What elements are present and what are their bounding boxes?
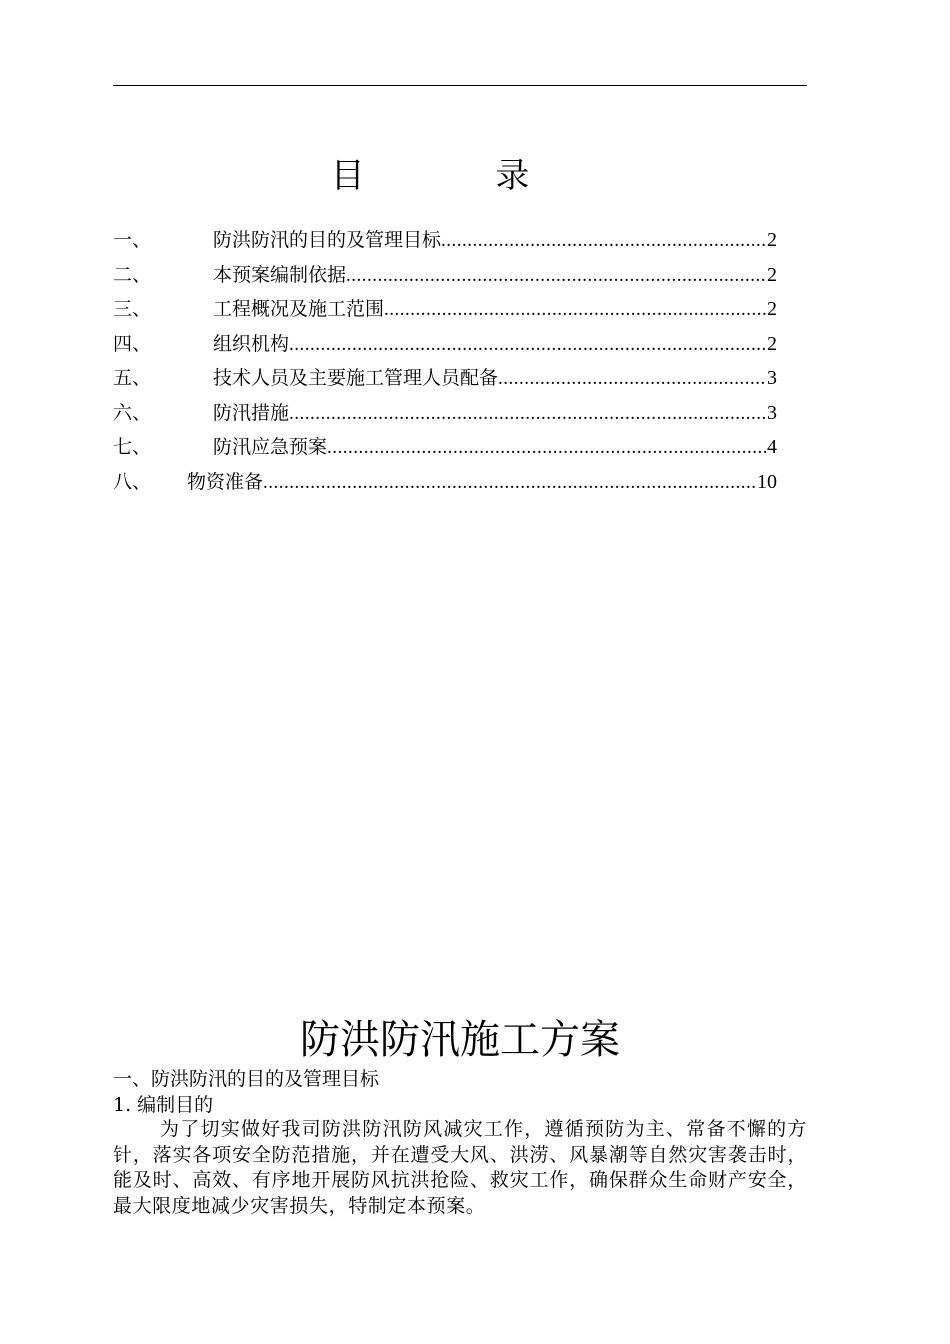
toc-entry-page: 2 <box>767 263 777 286</box>
toc-entry-number: 一、 <box>113 229 152 251</box>
toc-entry-title: 物资准备 <box>187 470 264 493</box>
toc-leader-dots <box>498 364 767 394</box>
toc-entry[interactable] <box>113 398 777 433</box>
document-title: 防洪防汛施工方案 <box>300 1017 620 1063</box>
toc-entry-title: 技术人员及主要施工管理人员配备 <box>213 367 499 389</box>
toc-entry-page: 3 <box>767 401 777 424</box>
toc-leader-dots <box>263 468 757 498</box>
toc-entry-title: 防汛措施 <box>213 401 290 424</box>
section-heading: 一、防洪防汛的目的及管理目标 <box>113 1068 380 1090</box>
toc-entry-title: 工程概况及施工范围 <box>213 298 385 320</box>
body-paragraph: 为了切实做好我司防洪防汛防风减灾工作，遵循预防为主、常备不懈的方针，落实各项安全防范措施，并在遭受大风、洪涝、风暴潮等自然灾害袭击时，能及时、高效、有序地开展防风抗洪抢险、救灾工作，确保群众生命财产安全，最大限度地减少灾害损失，特制定本预案。 <box>113 1118 807 1217</box>
toc-entry[interactable] <box>113 363 777 398</box>
toc-entry-number: 七、 <box>113 436 152 458</box>
toc-entry-page: 2 <box>767 298 777 320</box>
toc-entry-number: 六、 <box>113 401 152 424</box>
toc-entry[interactable] <box>113 294 777 329</box>
toc-entry[interactable] <box>113 260 777 295</box>
table-of-contents <box>113 225 777 501</box>
toc-leader-dots <box>384 295 767 325</box>
sub-heading: 1. 编制目的 <box>113 1094 214 1116</box>
toc-entry-page: 2 <box>767 332 777 355</box>
toc-entry-number: 五、 <box>113 367 152 389</box>
toc-entry-page: 3 <box>767 367 777 389</box>
toc-leader-dots <box>289 399 767 429</box>
toc-entry-page: 4 <box>767 436 777 458</box>
toc-entry-title: 防汛应急预案 <box>213 436 328 458</box>
toc-entry-number: 二、 <box>113 263 152 286</box>
toc-entry-title: 组织机构 <box>213 332 290 355</box>
toc-entry-number: 四、 <box>113 332 152 355</box>
toc-leader-dots <box>441 226 767 256</box>
toc-entry-page: 10 <box>757 470 777 493</box>
toc-leader-dots <box>346 261 767 291</box>
toc-leader-dots <box>289 330 767 360</box>
toc-entry[interactable] <box>113 467 777 502</box>
toc-entry-number: 八、 <box>113 470 152 493</box>
header-rule <box>113 85 807 86</box>
toc-entry-page: 2 <box>767 229 777 251</box>
toc-entry[interactable] <box>113 225 777 260</box>
toc-leader-dots <box>327 433 767 463</box>
toc-entry-number: 三、 <box>113 298 152 320</box>
toc-title: 目 录 <box>330 156 590 196</box>
toc-entry-title: 本预案编制依据 <box>213 263 347 286</box>
toc-entry[interactable] <box>113 432 777 467</box>
toc-entry-title: 防洪防汛的目的及管理目标 <box>213 229 442 251</box>
toc-entry[interactable] <box>113 329 777 364</box>
